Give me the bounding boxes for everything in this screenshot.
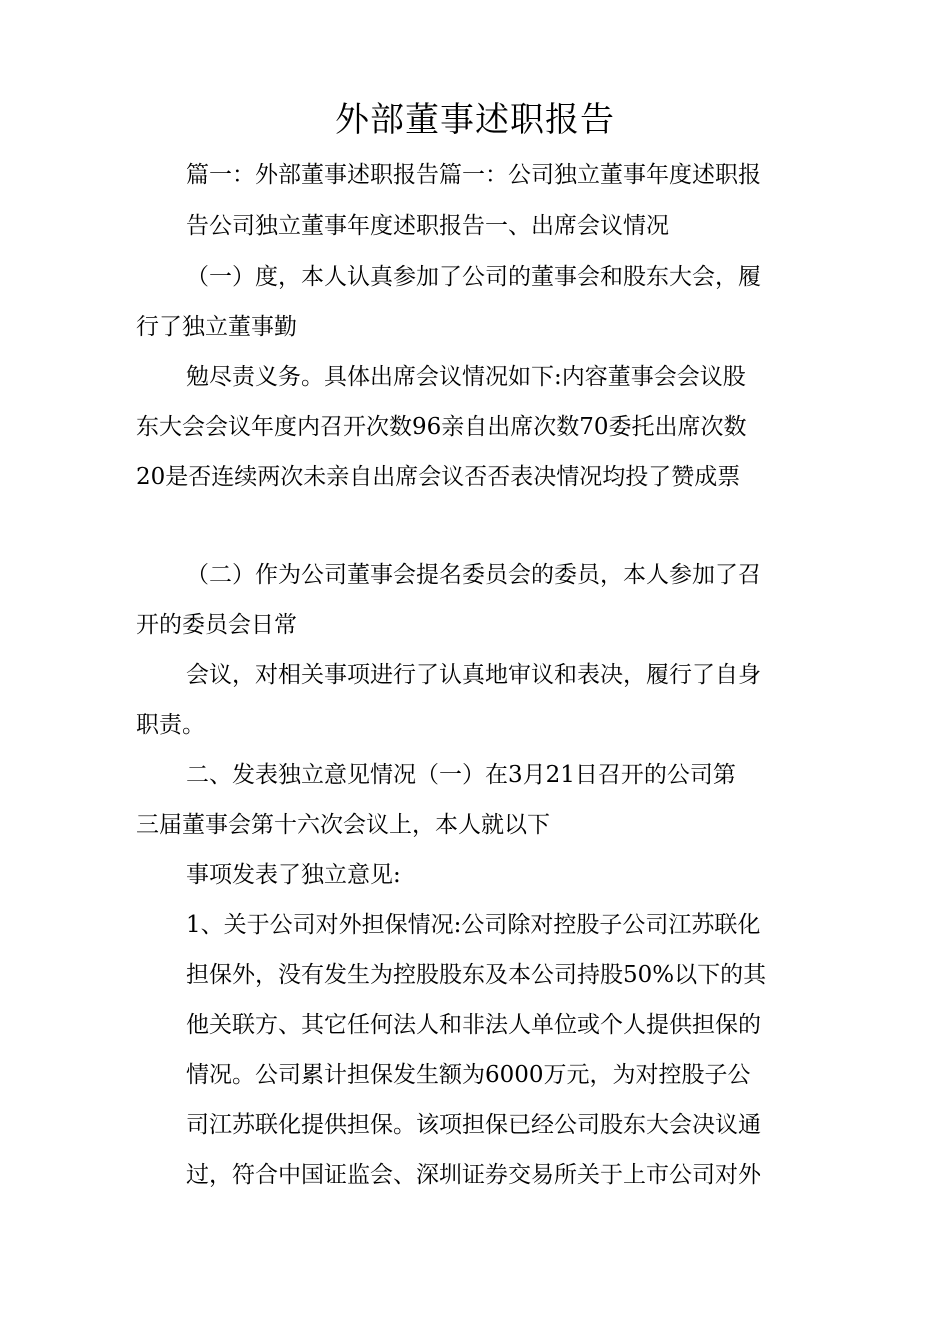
paragraph-line: 二、发表独立意见情况（一）在3月21日召开的公司第 [186,762,736,788]
list-item-line: 1、关于公司对外担保情况:公司除对控股子公司江苏联化 [186,912,761,938]
list-item-line: 情况。公司累计担保发生额为6000万元，为对控股子公 [186,1062,751,1088]
paragraph-line: 行了独立董事勤 [136,314,297,340]
list-item-line: 过，符合中国证监会、深圳证券交易所关于上市公司对外 [186,1162,761,1188]
list-item-line: 担保外，没有发生为控股股东及本公司持股50%以下的其 [186,962,767,988]
paragraph-line: （一）度，本人认真参加了公司的董事会和股东大会，履 [186,264,761,290]
paragraph-line: 篇一：外部董事述职报告篇一：公司独立董事年度述职报 [186,162,761,188]
paragraph-line: 20是否连续两次未亲自出席会议否否表决情况均投了赞成票 [136,464,741,490]
paragraph-line: 职责。 [136,712,205,738]
paragraph-line: 会议，对相关事项进行了认真地审议和表决，履行了自身 [186,662,761,688]
list-item-line: 他关联方、其它任何法人和非法人单位或个人提供担保的 [186,1012,761,1038]
paragraph-line: （二）作为公司董事会提名委员会的委员，本人参加了召 [186,562,761,588]
paragraph-line: 东大会会议年度内召开次数96亲自出席次数70委托出席次数 [136,414,747,440]
paragraph-line: 开的委员会日常 [136,612,297,638]
paragraph-line: 勉尽责义务。具体出席会议情况如下:内容董事会会议股 [186,364,746,390]
document-title: 外部董事述职报告 [335,100,615,140]
list-item-line: 司江苏联化提供担保。该项担保已经公司股东大会决议通 [186,1112,761,1138]
paragraph-line: 三届董事会第十六次会议上，本人就以下 [136,812,550,838]
paragraph-line: 告公司独立董事年度述职报告一、出席会议情况 [186,213,669,239]
paragraph-line: 事项发表了独立意见: [186,862,401,888]
